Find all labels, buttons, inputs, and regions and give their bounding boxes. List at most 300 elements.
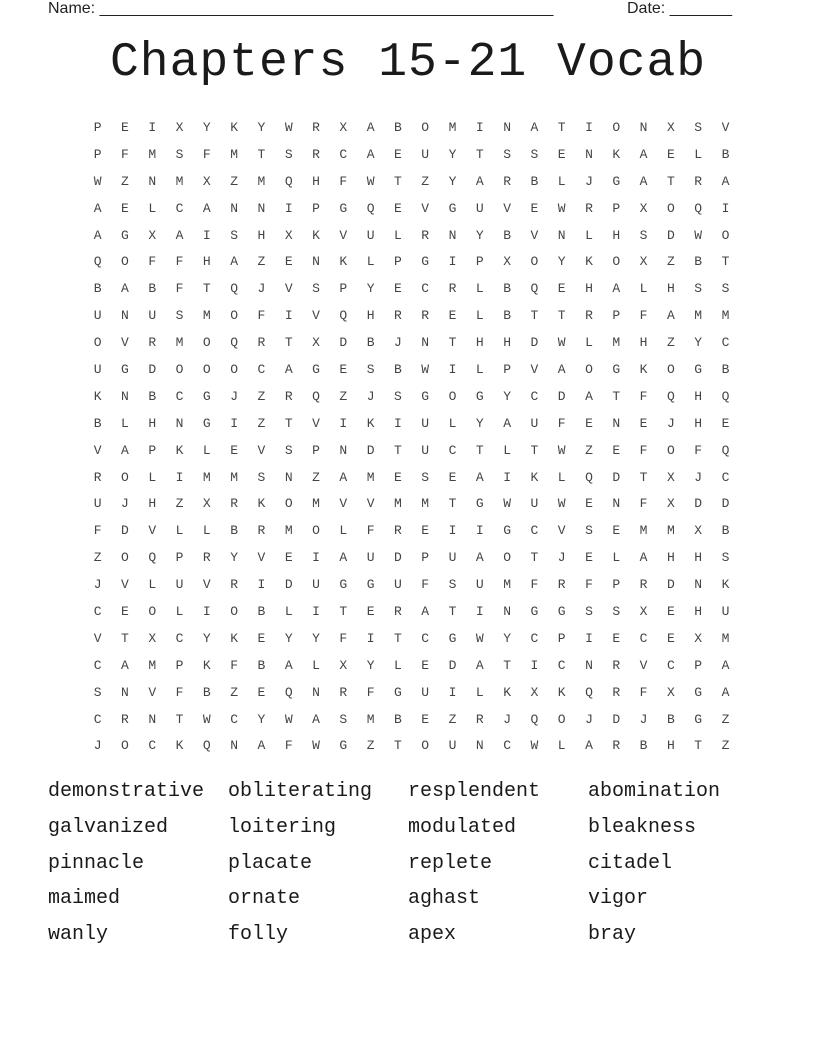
grid-letter: E: [394, 469, 402, 485]
grid-letter: D: [694, 496, 703, 512]
grid-letter: O: [612, 119, 621, 135]
word-bank-item: bleakness: [588, 815, 697, 839]
grid-letter: X: [666, 469, 675, 485]
grid-letter: K: [530, 469, 539, 485]
grid-letter: T: [694, 738, 703, 754]
grid-letter: U: [421, 415, 430, 431]
grid-letter: Z: [230, 173, 239, 189]
grid-row: [84, 329, 744, 356]
grid-letter: M: [312, 496, 320, 512]
grid-letter: M: [366, 469, 375, 485]
grid-letter: V: [93, 442, 102, 458]
grid-letter: F: [639, 308, 648, 324]
grid-letter: P: [175, 657, 184, 673]
grid-letter: R: [421, 227, 430, 243]
grid-letter: R: [312, 146, 320, 162]
grid-letter: X: [148, 227, 157, 243]
grid-letter: V: [339, 496, 348, 512]
grid-letter: I: [339, 415, 348, 431]
grid-letter: S: [694, 119, 703, 135]
grid-letter: L: [148, 469, 157, 485]
grid-letter: M: [721, 308, 730, 324]
grid-letter: G: [202, 388, 211, 404]
grid-row: [84, 114, 744, 141]
grid-letter: S: [421, 469, 430, 485]
grid-letter: H: [148, 496, 157, 512]
grid-letter: N: [121, 388, 129, 404]
grid-row: [84, 168, 744, 195]
grid-letter: L: [312, 657, 320, 673]
grid-letter: Q: [148, 550, 157, 566]
grid-letter: C: [93, 657, 102, 673]
grid-letter: B: [503, 281, 511, 297]
grid-row: [84, 571, 744, 598]
grid-letter: O: [202, 361, 211, 377]
grid-letter: B: [639, 738, 648, 754]
word-bank: [48, 780, 768, 959]
grid-letter: H: [202, 254, 211, 270]
grid-letter: G: [448, 200, 457, 216]
grid-letter: I: [394, 415, 402, 431]
grid-letter: Z: [666, 254, 675, 270]
grid-letter: R: [230, 496, 239, 512]
grid-letter: Z: [230, 684, 239, 700]
grid-letter: L: [148, 200, 157, 216]
grid-letter: T: [339, 603, 348, 619]
grid-letter: P: [612, 577, 621, 593]
grid-letter: X: [666, 684, 675, 700]
grid-letter: S: [612, 603, 621, 619]
grid-letter: I: [448, 254, 457, 270]
grid-letter: F: [639, 388, 648, 404]
grid-letter: M: [639, 523, 648, 539]
grid-letter: L: [694, 146, 703, 162]
grid-letter: M: [175, 335, 184, 351]
grid-letter: J: [93, 738, 102, 754]
grid-letter: X: [148, 630, 157, 646]
grid-letter: A: [175, 227, 184, 243]
grid-letter: E: [339, 361, 348, 377]
grid-letter: A: [421, 603, 430, 619]
grid-letter: Y: [366, 281, 375, 297]
grid-letter: M: [666, 523, 675, 539]
grid-letter: I: [148, 119, 157, 135]
grid-letter: Q: [312, 388, 320, 404]
grid-letter: F: [93, 523, 102, 539]
grid-letter: W: [475, 630, 484, 646]
word-bank-item: apex: [408, 923, 457, 947]
grid-letter: C: [530, 630, 539, 646]
grid-letter: E: [639, 415, 648, 431]
grid-letter: L: [121, 415, 129, 431]
grid-row: [84, 222, 744, 249]
grid-letter: G: [202, 415, 211, 431]
grid-letter: K: [366, 415, 375, 431]
grid-letter: S: [530, 146, 539, 162]
grid-letter: F: [585, 577, 593, 593]
grid-letter: X: [530, 684, 539, 700]
grid-letter: O: [448, 388, 457, 404]
grid-letter: N: [284, 469, 293, 485]
grid-letter: G: [339, 738, 348, 754]
grid-letter: A: [93, 227, 102, 243]
grid-letter: H: [257, 227, 266, 243]
grid-row: [84, 195, 744, 222]
grid-letter: L: [339, 523, 348, 539]
grid-letter: C: [257, 361, 266, 377]
grid-letter: J: [257, 281, 266, 297]
grid-letter: F: [284, 738, 293, 754]
grid-letter: E: [585, 415, 593, 431]
word-bank-item: demonstrative: [48, 780, 205, 803]
grid-letter: M: [448, 119, 457, 135]
grid-letter: G: [694, 361, 703, 377]
grid-letter: X: [202, 496, 211, 512]
grid-letter: E: [121, 200, 129, 216]
grid-letter: Y: [557, 254, 566, 270]
grid-letter: I: [284, 308, 293, 324]
grid-letter: N: [339, 442, 348, 458]
grid-letter: R: [585, 200, 593, 216]
grid-letter: E: [530, 200, 539, 216]
grid-letter: K: [175, 738, 184, 754]
grid-letter: B: [530, 173, 539, 189]
grid-letter: V: [530, 227, 539, 243]
grid-letter: A: [257, 738, 266, 754]
grid-letter: C: [448, 442, 457, 458]
grid-letter: U: [475, 200, 484, 216]
grid-letter: N: [312, 254, 320, 270]
grid-row: [84, 490, 744, 517]
grid-letter: S: [503, 146, 511, 162]
grid-letter: S: [448, 577, 457, 593]
grid-letter: T: [721, 254, 730, 270]
grid-letter: H: [666, 281, 675, 297]
word-bank-item: bray: [588, 923, 637, 947]
grid-letter: E: [557, 281, 566, 297]
grid-letter: Q: [366, 200, 375, 216]
grid-letter: P: [93, 146, 102, 162]
grid-letter: Q: [666, 388, 675, 404]
grid-letter: F: [175, 281, 184, 297]
grid-letter: N: [421, 335, 430, 351]
grid-letter: F: [530, 577, 539, 593]
grid-letter: J: [557, 550, 566, 566]
grid-letter: Z: [585, 442, 593, 458]
grid-letter: L: [612, 550, 621, 566]
grid-letter: I: [475, 603, 484, 619]
grid-letter: P: [148, 442, 157, 458]
grid-letter: K: [612, 146, 621, 162]
grid-letter: I: [312, 550, 320, 566]
grid-letter: G: [475, 388, 484, 404]
grid-letter: J: [666, 415, 675, 431]
grid-letter: K: [557, 684, 566, 700]
grid-letter: E: [557, 146, 566, 162]
grid-letter: U: [175, 577, 184, 593]
grid-letter: Z: [257, 254, 266, 270]
grid-letter: T: [202, 281, 211, 297]
grid-letter: K: [585, 254, 593, 270]
grid-letter: P: [175, 550, 184, 566]
grid-letter: A: [503, 415, 511, 431]
grid-letter: C: [175, 630, 184, 646]
grid-letter: W: [284, 119, 293, 135]
grid-letter: V: [339, 227, 348, 243]
grid-letter: G: [694, 711, 703, 727]
grid-letter: J: [121, 496, 129, 512]
grid-letter: E: [394, 200, 402, 216]
grid-letter: C: [148, 738, 157, 754]
grid-letter: L: [557, 173, 566, 189]
grid-letter: B: [202, 684, 211, 700]
grid-letter: K: [312, 227, 320, 243]
grid-letter: F: [421, 577, 430, 593]
grid-letter: O: [666, 361, 675, 377]
grid-letter: Z: [721, 711, 730, 727]
grid-letter: F: [557, 415, 566, 431]
grid-row: [84, 517, 744, 544]
grid-letter: I: [230, 415, 239, 431]
grid-letter: Y: [448, 146, 457, 162]
grid-letter: R: [612, 657, 621, 673]
grid-letter: B: [721, 146, 730, 162]
grid-letter: Q: [339, 308, 348, 324]
grid-letter: C: [421, 630, 430, 646]
grid-letter: E: [284, 550, 293, 566]
grid-letter: K: [339, 254, 348, 270]
grid-letter: C: [93, 603, 102, 619]
grid-letter: O: [312, 523, 320, 539]
grid-letter: F: [339, 173, 348, 189]
grid-letter: B: [148, 281, 157, 297]
grid-letter: B: [394, 361, 402, 377]
grid-letter: B: [93, 415, 102, 431]
grid-letter: G: [394, 684, 402, 700]
grid-letter: E: [666, 630, 675, 646]
grid-letter: C: [339, 146, 348, 162]
grid-letter: F: [639, 684, 648, 700]
grid-letter: L: [148, 577, 157, 593]
grid-letter: W: [202, 711, 211, 727]
grid-letter: M: [230, 469, 239, 485]
grid-letter: W: [503, 496, 511, 512]
word-bank-item: modulated: [408, 815, 517, 839]
grid-letter: Z: [312, 469, 320, 485]
grid-letter: V: [503, 200, 511, 216]
grid-letter: R: [694, 173, 703, 189]
grid-row: [84, 383, 744, 410]
grid-letter: O: [175, 361, 184, 377]
grid-letter: U: [93, 361, 102, 377]
grid-letter: G: [339, 577, 348, 593]
grid-letter: L: [475, 361, 484, 377]
grid-letter: V: [284, 281, 293, 297]
grid-letter: O: [121, 254, 129, 270]
grid-letter: E: [257, 630, 266, 646]
grid-letter: S: [721, 281, 730, 297]
grid-row: [84, 652, 744, 679]
grid-letter: K: [721, 577, 730, 593]
grid-letter: B: [503, 308, 511, 324]
grid-letter: D: [448, 657, 457, 673]
grid-letter: N: [121, 684, 129, 700]
grid-letter: V: [421, 200, 430, 216]
grid-letter: V: [530, 361, 539, 377]
grid-row: [84, 679, 744, 706]
grid-letter: I: [475, 523, 484, 539]
grid-letter: V: [312, 308, 320, 324]
grid-letter: A: [339, 550, 348, 566]
grid-letter: O: [202, 335, 211, 351]
grid-letter: C: [175, 388, 184, 404]
grid-letter: R: [557, 577, 566, 593]
grid-row: [84, 544, 744, 571]
word-bank-item: obliterating: [228, 780, 373, 803]
grid-letter: H: [666, 738, 675, 754]
grid-letter: R: [148, 335, 157, 351]
grid-letter: T: [394, 738, 402, 754]
grid-letter: R: [121, 711, 129, 727]
grid-letter: J: [230, 388, 239, 404]
grid-letter: T: [448, 496, 457, 512]
grid-letter: M: [175, 173, 184, 189]
grid-letter: A: [585, 388, 593, 404]
grid-row: [84, 732, 744, 759]
grid-letter: Q: [585, 684, 593, 700]
grid-letter: H: [639, 335, 648, 351]
grid-letter: X: [175, 119, 184, 135]
grid-letter: I: [284, 200, 293, 216]
grid-letter: M: [202, 308, 211, 324]
grid-letter: P: [394, 254, 402, 270]
grid-letter: N: [612, 415, 621, 431]
grid-letter: V: [257, 550, 266, 566]
grid-letter: K: [175, 442, 184, 458]
grid-letter: Z: [448, 711, 457, 727]
grid-letter: N: [503, 119, 511, 135]
grid-letter: S: [339, 711, 348, 727]
grid-letter: B: [366, 335, 375, 351]
grid-letter: I: [448, 684, 457, 700]
grid-letter: F: [639, 442, 648, 458]
grid-letter: D: [394, 550, 402, 566]
grid-letter: F: [257, 308, 266, 324]
grid-letter: F: [175, 254, 184, 270]
grid-letter: A: [530, 119, 539, 135]
grid-letter: T: [557, 119, 566, 135]
grid-letter: A: [721, 684, 730, 700]
grid-letter: P: [339, 281, 348, 297]
grid-letter: W: [557, 496, 566, 512]
grid-letter: R: [612, 684, 621, 700]
grid-letter: T: [639, 469, 648, 485]
grid-letter: O: [93, 335, 102, 351]
grid-letter: E: [612, 630, 621, 646]
grid-letter: O: [530, 254, 539, 270]
grid-letter: M: [202, 469, 211, 485]
grid-letter: O: [612, 254, 621, 270]
grid-letter: E: [612, 442, 621, 458]
grid-letter: J: [639, 711, 648, 727]
grid-letter: U: [366, 550, 375, 566]
grid-letter: A: [284, 657, 293, 673]
grid-letter: H: [694, 415, 703, 431]
grid-letter: L: [475, 281, 484, 297]
word-bank-item: replete: [408, 851, 493, 875]
grid-letter: T: [257, 146, 266, 162]
grid-letter: J: [366, 388, 375, 404]
grid-row: [84, 410, 744, 437]
grid-letter: U: [148, 308, 157, 324]
grid-letter: T: [448, 603, 457, 619]
grid-row: [84, 625, 744, 652]
grid-letter: E: [585, 550, 593, 566]
grid-letter: X: [503, 254, 511, 270]
grid-letter: O: [421, 119, 430, 135]
grid-letter: D: [284, 577, 293, 593]
grid-letter: J: [694, 469, 703, 485]
grid-letter: X: [339, 657, 348, 673]
grid-letter: F: [202, 146, 211, 162]
grid-letter: A: [475, 550, 484, 566]
grid-letter: L: [394, 657, 402, 673]
grid-letter: T: [475, 146, 484, 162]
grid-letter: S: [585, 603, 593, 619]
grid-letter: T: [475, 442, 484, 458]
grid-letter: T: [121, 630, 129, 646]
grid-letter: H: [475, 335, 484, 351]
grid-letter: H: [694, 388, 703, 404]
grid-row: [84, 437, 744, 464]
grid-letter: P: [503, 361, 511, 377]
grid-letter: W: [93, 173, 102, 189]
grid-letter: P: [421, 550, 430, 566]
grid-letter: I: [175, 469, 184, 485]
grid-letter: L: [394, 227, 402, 243]
grid-letter: R: [284, 388, 293, 404]
grid-letter: B: [721, 361, 730, 377]
grid-row: [84, 141, 744, 168]
grid-letter: T: [448, 335, 457, 351]
grid-row: [84, 302, 744, 329]
grid-letter: Q: [721, 388, 730, 404]
grid-letter: E: [230, 442, 239, 458]
grid-letter: U: [421, 146, 430, 162]
grid-letter: N: [257, 200, 266, 216]
grid-letter: X: [339, 119, 348, 135]
grid-row: [84, 248, 744, 275]
grid-letter: M: [612, 335, 621, 351]
grid-letter: G: [421, 388, 430, 404]
grid-letter: T: [557, 308, 566, 324]
grid-letter: Z: [721, 738, 730, 754]
grid-letter: Z: [421, 173, 430, 189]
grid-letter: C: [503, 738, 511, 754]
grid-letter: Z: [666, 335, 675, 351]
grid-letter: F: [230, 657, 239, 673]
grid-letter: B: [257, 603, 266, 619]
grid-letter: R: [394, 523, 402, 539]
grid-letter: G: [339, 200, 348, 216]
grid-letter: I: [202, 227, 211, 243]
grid-letter: Y: [312, 630, 320, 646]
grid-row: [84, 598, 744, 625]
grid-letter: X: [639, 603, 648, 619]
grid-letter: Q: [284, 684, 293, 700]
grid-letter: O: [121, 738, 129, 754]
grid-letter: B: [394, 119, 402, 135]
